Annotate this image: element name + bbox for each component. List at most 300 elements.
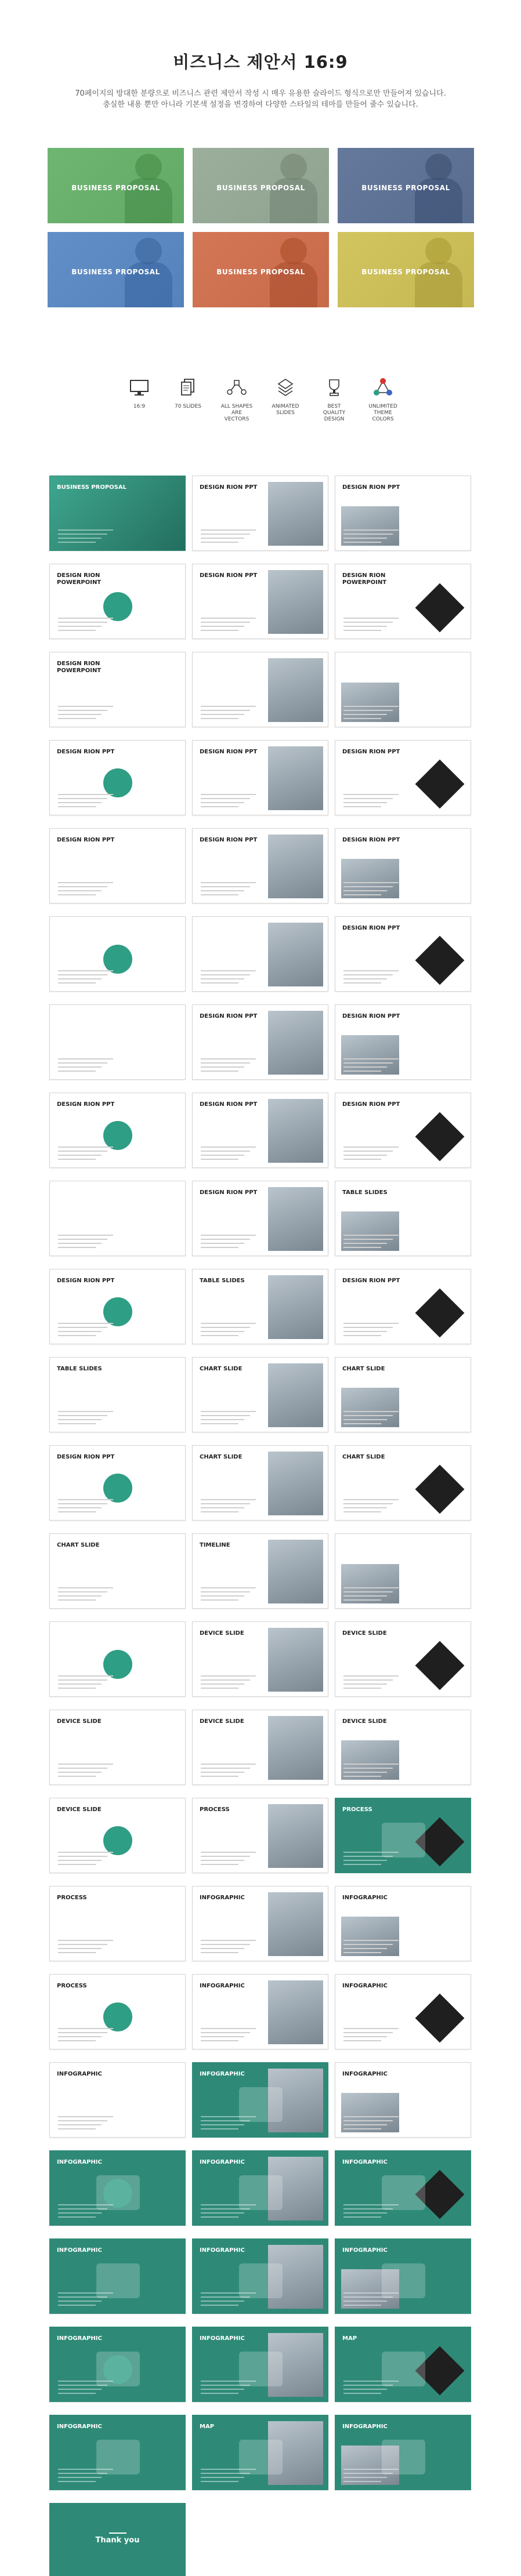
slide-photo bbox=[341, 1388, 399, 1427]
text-line bbox=[201, 1411, 256, 1412]
text-line bbox=[201, 1247, 238, 1248]
text-line bbox=[201, 1146, 256, 1148]
text-line bbox=[201, 622, 250, 623]
text-line bbox=[58, 1071, 96, 1072]
text-line bbox=[343, 794, 399, 795]
slide-title: DEVICE SLIDE bbox=[200, 1630, 244, 1637]
variant-label: BUSINESS PROPOSAL bbox=[71, 268, 160, 276]
slide-thumbnail bbox=[335, 1004, 471, 1080]
text-line bbox=[58, 1155, 102, 1156]
text-line bbox=[201, 1058, 256, 1060]
text-line bbox=[58, 618, 113, 619]
text-line bbox=[343, 886, 393, 887]
slide-photo bbox=[268, 1011, 323, 1075]
accent-shape bbox=[415, 936, 465, 985]
text-line bbox=[201, 2292, 256, 2294]
text-line bbox=[343, 890, 387, 891]
text-line bbox=[58, 1423, 96, 1424]
slide-title: INFOGRAPHIC bbox=[57, 2247, 102, 2254]
text-line bbox=[58, 626, 102, 627]
text-line bbox=[201, 1335, 238, 1336]
text-line bbox=[201, 2216, 238, 2218]
slide-title: CHART SLIDE bbox=[342, 1454, 385, 1460]
slide-thumbnail bbox=[335, 916, 471, 992]
text-line bbox=[201, 982, 238, 984]
slide-title: INFOGRAPHIC bbox=[342, 2071, 388, 2077]
slide-title: DESIGN RION PPT bbox=[57, 1101, 115, 1108]
text-line bbox=[343, 806, 381, 807]
text-line bbox=[343, 1768, 393, 1769]
slide-thumbnail bbox=[335, 564, 471, 639]
text-line bbox=[58, 970, 113, 971]
text-line bbox=[343, 2393, 381, 2394]
text-line bbox=[58, 1860, 102, 1861]
text-line bbox=[58, 622, 107, 623]
feature-3 bbox=[268, 377, 303, 416]
slide-thumbnail bbox=[192, 2062, 328, 2138]
slide-title: DESIGN RION POWERPOINT bbox=[57, 572, 102, 586]
text-line bbox=[58, 714, 102, 715]
slide-thumbnail bbox=[49, 2415, 186, 2490]
text-line bbox=[201, 978, 244, 979]
slide-photo bbox=[268, 835, 323, 898]
text-line bbox=[58, 2036, 102, 2037]
text-line bbox=[343, 1419, 387, 1420]
slide-thumbnail bbox=[49, 2238, 186, 2314]
slide-thumbnail bbox=[192, 2238, 328, 2314]
text-line bbox=[58, 2208, 107, 2209]
palette-triangle-icon bbox=[372, 377, 393, 398]
text-line bbox=[58, 1058, 113, 1060]
slide-thumbnail bbox=[49, 1269, 186, 1344]
slide-photo bbox=[341, 2093, 399, 2132]
slide-title: DESIGN RION PPT bbox=[200, 1013, 258, 1019]
slide-thumbnail bbox=[335, 2062, 471, 2138]
text-line bbox=[201, 1235, 256, 1236]
text-line bbox=[343, 2120, 393, 2121]
text-line bbox=[343, 542, 381, 543]
text-line bbox=[343, 2389, 387, 2390]
slide-thumbnail bbox=[49, 1181, 186, 1256]
slide-thumbnail bbox=[192, 1004, 328, 1080]
text-line bbox=[201, 1503, 250, 1504]
slide-title: TABLE SLIDES bbox=[200, 1278, 245, 1284]
text-line bbox=[201, 1587, 256, 1588]
text-line bbox=[58, 894, 96, 895]
slide-thumbnail bbox=[192, 1445, 328, 1521]
slide-title: CHART SLIDE bbox=[342, 1366, 385, 1372]
slide-thumbnail bbox=[335, 1621, 471, 1697]
slide-title: DESIGN RION PPT bbox=[342, 1101, 400, 1108]
text-line bbox=[343, 2381, 399, 2382]
text-line bbox=[343, 1066, 387, 1068]
slide-photo bbox=[268, 1540, 323, 1603]
slide-thumbnail bbox=[335, 476, 471, 551]
text-line bbox=[58, 1768, 107, 1769]
slide-title: CHART SLIDE bbox=[57, 1542, 100, 1548]
text-line bbox=[58, 1335, 96, 1336]
slide-title: INFOGRAPHIC bbox=[57, 2335, 102, 2342]
text-line bbox=[343, 1860, 387, 1861]
slide-thumbnail bbox=[192, 916, 328, 992]
text-line bbox=[343, 618, 399, 619]
text-line bbox=[58, 1595, 102, 1597]
slide-thumbnail bbox=[335, 1269, 471, 1344]
slide-photo bbox=[268, 1628, 323, 1692]
variant-thumbnail bbox=[48, 232, 184, 307]
text-line bbox=[201, 2305, 238, 2306]
slide-title: INFOGRAPHIC bbox=[57, 2159, 102, 2165]
text-line bbox=[201, 2389, 244, 2390]
text-line bbox=[201, 2208, 250, 2209]
text-line bbox=[58, 2473, 107, 2474]
slide-photo bbox=[268, 1804, 323, 1868]
text-line bbox=[343, 978, 387, 979]
slide-thumbnail bbox=[49, 476, 186, 551]
slide-title: DEVICE SLIDE bbox=[342, 1630, 387, 1637]
text-line bbox=[201, 2120, 250, 2121]
slide-thumbnail bbox=[335, 1093, 471, 1168]
slide-thumbnail bbox=[192, 2150, 328, 2226]
text-line bbox=[58, 1411, 113, 1412]
text-line bbox=[58, 1675, 113, 1677]
text-line bbox=[201, 1940, 256, 1941]
slide-photo bbox=[268, 1980, 323, 2044]
text-line bbox=[58, 1772, 102, 1773]
text-line bbox=[343, 1948, 387, 1949]
text-line bbox=[58, 982, 96, 984]
slide-title: MAP bbox=[342, 2335, 357, 2342]
variant-label: BUSINESS PROPOSAL bbox=[361, 184, 450, 192]
slide-photo bbox=[341, 1564, 399, 1603]
text-line bbox=[58, 630, 96, 631]
text-line bbox=[343, 1239, 393, 1240]
text-line bbox=[201, 2296, 250, 2298]
text-line bbox=[58, 890, 102, 891]
text-line bbox=[343, 718, 381, 719]
feature-1 bbox=[171, 377, 205, 410]
slide-thumbnail bbox=[192, 652, 328, 727]
text-line bbox=[58, 529, 113, 531]
slide-title: DESIGN RION PPT bbox=[342, 925, 400, 931]
text-line bbox=[201, 974, 250, 975]
text-line bbox=[201, 2473, 250, 2474]
text-line bbox=[58, 1419, 102, 1420]
slide-thumbnail bbox=[192, 1886, 328, 1961]
slide-title: INFOGRAPHIC bbox=[57, 2071, 102, 2077]
text-line bbox=[343, 1071, 381, 1072]
feature-label: 16:9 bbox=[133, 404, 146, 409]
slide-title: INFOGRAPHIC bbox=[342, 2423, 388, 2430]
text-line bbox=[201, 798, 250, 799]
text-line bbox=[58, 794, 113, 795]
feature-label: BEST QUALITY DESIGN bbox=[323, 404, 346, 422]
slide-photo bbox=[268, 1363, 323, 1427]
text-line bbox=[343, 2040, 381, 2041]
slide-thumbnail bbox=[49, 740, 186, 815]
text-line bbox=[201, 1415, 250, 1416]
slide-thumbnail bbox=[49, 1621, 186, 1697]
text-line bbox=[58, 1331, 102, 1332]
text-line bbox=[58, 2292, 113, 2294]
text-line bbox=[201, 710, 250, 711]
text-line bbox=[343, 1595, 387, 1597]
text-line bbox=[343, 2385, 393, 2386]
slide-photo bbox=[341, 683, 399, 722]
slide-thumbnail bbox=[335, 1710, 471, 1785]
slide-thumbnail bbox=[49, 1533, 186, 1609]
slide-thumbnail bbox=[192, 476, 328, 551]
slide-thumbnail bbox=[192, 1269, 328, 1344]
text-line bbox=[201, 882, 256, 883]
accent-shape bbox=[103, 1650, 132, 1679]
slide-photo bbox=[341, 1917, 399, 1956]
text-line bbox=[343, 1331, 387, 1332]
slide-thumbnail bbox=[49, 1004, 186, 1080]
text-line bbox=[343, 534, 393, 535]
slide-thumbnail bbox=[49, 2327, 186, 2402]
slide-title: INFOGRAPHIC bbox=[200, 2335, 245, 2342]
text-line bbox=[343, 1327, 393, 1328]
slide-title: TABLE SLIDES bbox=[342, 1189, 388, 1196]
text-line bbox=[201, 970, 256, 971]
text-line bbox=[343, 1856, 393, 1857]
feature-label: ANIMATED SLIDES bbox=[272, 404, 299, 416]
text-line bbox=[343, 1411, 399, 1412]
text-line bbox=[201, 1323, 256, 1324]
text-line bbox=[58, 542, 96, 543]
text-line bbox=[58, 1235, 113, 1236]
text-line bbox=[58, 1511, 96, 1512]
text-line bbox=[58, 1679, 107, 1681]
text-line bbox=[343, 1679, 393, 1681]
text-line bbox=[58, 882, 113, 883]
text-line bbox=[201, 630, 238, 631]
text-line bbox=[58, 2040, 96, 2041]
slide-photo bbox=[268, 1892, 323, 1956]
slide-photo bbox=[341, 1740, 399, 1780]
text-line bbox=[201, 1772, 244, 1773]
text-line bbox=[201, 706, 256, 707]
text-line bbox=[343, 622, 393, 623]
text-line bbox=[343, 802, 387, 803]
text-line bbox=[58, 1587, 113, 1588]
feature-4 bbox=[317, 377, 352, 423]
slide-thumbnail bbox=[49, 1798, 186, 1873]
slide-thumbnail bbox=[49, 916, 186, 992]
text-line bbox=[201, 1239, 250, 1240]
text-line bbox=[201, 534, 250, 535]
variant-label: BUSINESS PROPOSAL bbox=[216, 268, 305, 276]
description-line-2: 충실한 내용 뿐만 아니라 기본색 설정을 변경하여 다양한 스타일의 테마를 만들어 줄수 있습니다. bbox=[103, 100, 418, 109]
text-line bbox=[343, 2204, 399, 2205]
variant-label: BUSINESS PROPOSAL bbox=[361, 268, 450, 276]
slide-title: DESIGN RION PPT bbox=[342, 749, 400, 755]
text-line bbox=[201, 2469, 256, 2470]
text-line bbox=[343, 1772, 387, 1773]
text-line bbox=[58, 2128, 96, 2129]
text-line bbox=[58, 1776, 96, 1777]
feature-0 bbox=[122, 377, 157, 410]
text-line bbox=[58, 2216, 96, 2218]
slide-title: TABLE SLIDES bbox=[57, 1366, 102, 1372]
slide-title: DEVICE SLIDE bbox=[57, 1718, 102, 1725]
text-line bbox=[58, 974, 107, 975]
slide-title: DESIGN RION PPT bbox=[200, 572, 258, 579]
slide-title: INFOGRAPHIC bbox=[342, 2247, 388, 2254]
slide-thumbnail bbox=[49, 564, 186, 639]
accent-shape bbox=[103, 1826, 132, 1855]
text-line bbox=[58, 2116, 113, 2117]
monitor-icon bbox=[129, 377, 150, 398]
slide-thumbnail bbox=[192, 1710, 328, 1785]
text-line bbox=[201, 2477, 244, 2478]
text-line bbox=[201, 1684, 244, 1685]
text-line bbox=[58, 2305, 96, 2306]
accent-shape bbox=[415, 760, 465, 809]
feature-label: 70 SLIDES bbox=[174, 404, 202, 409]
slide-title: INFOGRAPHIC bbox=[57, 2423, 102, 2430]
slide-title: MAP bbox=[200, 2423, 215, 2430]
slide-title: INFOGRAPHIC bbox=[342, 1983, 388, 1989]
text-line bbox=[201, 1952, 238, 1953]
slide-title: DESIGN RION PPT bbox=[342, 484, 400, 491]
slide-title: DESIGN RION PPT bbox=[342, 1278, 400, 1284]
slide-photo bbox=[268, 482, 323, 546]
description-line-1: 70페이지의 방대한 분량으로 비즈니스 관련 제안서 작성 시 매우 유용한 슬라이드 형식으로만 만들어져 있습니다. bbox=[75, 89, 446, 98]
slide-thumbnail bbox=[192, 1798, 328, 1873]
text-line bbox=[58, 2393, 96, 2394]
slide-title: BUSINESS PROPOSAL bbox=[57, 484, 126, 491]
text-line bbox=[58, 1507, 102, 1508]
text-line bbox=[343, 2116, 399, 2117]
text-line bbox=[58, 2469, 113, 2470]
slide-thumbnail bbox=[335, 2238, 471, 2314]
slide-photo bbox=[341, 506, 399, 546]
text-line bbox=[201, 1155, 244, 1156]
text-line bbox=[201, 1948, 244, 1949]
thank-you-label: Thank you bbox=[95, 2536, 140, 2545]
text-line bbox=[58, 2212, 102, 2214]
text-line bbox=[58, 798, 107, 799]
text-line bbox=[58, 978, 102, 979]
text-line bbox=[343, 1323, 399, 1324]
text-line bbox=[343, 2036, 387, 2037]
accent-shape bbox=[103, 2002, 132, 2031]
text-line bbox=[201, 1511, 238, 1512]
text-line bbox=[201, 2481, 238, 2482]
text-line bbox=[201, 1591, 250, 1592]
text-line bbox=[58, 1684, 102, 1685]
vector-nodes-icon bbox=[226, 377, 247, 398]
text-line bbox=[58, 1599, 96, 1601]
slide-thumbnail bbox=[192, 1533, 328, 1609]
text-line bbox=[343, 706, 399, 707]
text-line bbox=[343, 2292, 399, 2294]
text-line bbox=[343, 1587, 399, 1588]
text-line bbox=[343, 894, 381, 895]
text-line bbox=[343, 1944, 393, 1945]
text-line bbox=[58, 1159, 96, 1160]
slide-photo bbox=[341, 1035, 399, 1075]
text-line bbox=[343, 2124, 387, 2125]
slide-thumbnail bbox=[335, 2415, 471, 2490]
slide-thumbnail bbox=[49, 1357, 186, 1432]
text-line bbox=[201, 1327, 250, 1328]
text-line bbox=[343, 1864, 381, 1865]
slide-photo bbox=[268, 658, 323, 722]
slide-thumbnail bbox=[192, 1621, 328, 1697]
text-line bbox=[58, 1327, 107, 1328]
text-line bbox=[201, 802, 244, 803]
text-line bbox=[343, 1852, 399, 1853]
accent-shape bbox=[415, 1112, 465, 1162]
slide-thumbnail bbox=[335, 1974, 471, 2049]
slide-title: DESIGN RION POWERPOINT bbox=[342, 572, 387, 586]
text-line bbox=[201, 1679, 250, 1681]
slide-title: DESIGN RION PPT bbox=[342, 1013, 400, 1019]
text-line bbox=[201, 2128, 238, 2129]
slide-photo bbox=[268, 746, 323, 810]
text-line bbox=[343, 1503, 393, 1504]
text-line bbox=[343, 1952, 381, 1953]
slide-photo bbox=[268, 1452, 323, 1515]
text-line bbox=[58, 806, 96, 807]
text-line bbox=[201, 1151, 250, 1152]
text-line bbox=[58, 2301, 102, 2302]
text-line bbox=[201, 1331, 244, 1332]
text-line bbox=[201, 1423, 238, 1424]
text-line bbox=[201, 538, 244, 539]
slide-title: DESIGN RION PPT bbox=[57, 1278, 115, 1284]
slide-thumbnail bbox=[192, 1181, 328, 1256]
slide-title: DEVICE SLIDE bbox=[200, 1718, 244, 1725]
text-line bbox=[58, 534, 107, 535]
text-line bbox=[201, 1507, 244, 1508]
page-title: 비즈니스 제안서 16:9 bbox=[173, 52, 348, 72]
text-line bbox=[343, 974, 393, 975]
text-line bbox=[343, 626, 387, 627]
text-line bbox=[343, 1243, 387, 1244]
text-line bbox=[58, 1864, 96, 1865]
slide-title: INFOGRAPHIC bbox=[200, 1983, 245, 1989]
text-line bbox=[343, 1062, 393, 1064]
text-line bbox=[201, 2124, 244, 2125]
text-line bbox=[201, 714, 244, 715]
accent-shape bbox=[415, 1994, 465, 2043]
slide-thumbnail bbox=[49, 2150, 186, 2226]
slide-title: DESIGN RION POWERPOINT bbox=[57, 661, 102, 674]
text-line bbox=[343, 1247, 381, 1248]
text-line bbox=[201, 1856, 250, 1857]
accent-shape bbox=[415, 1465, 465, 1514]
accent-shape bbox=[415, 1289, 465, 1338]
text-line bbox=[201, 1419, 244, 1420]
text-line bbox=[343, 798, 393, 799]
text-line bbox=[58, 1764, 113, 1765]
feature-label: UNLIMITED THEME COLORS bbox=[368, 404, 397, 422]
slide-thumbnail bbox=[335, 1533, 471, 1609]
text-line bbox=[58, 2477, 102, 2478]
slide-title: DEVICE SLIDE bbox=[57, 1806, 102, 1813]
accent-shape bbox=[103, 1297, 132, 1326]
slide-photo bbox=[341, 859, 399, 898]
slide-title: DEVICE SLIDE bbox=[342, 1718, 387, 1725]
text-line bbox=[201, 1852, 256, 1853]
text-line bbox=[343, 1684, 387, 1685]
text-line bbox=[58, 1940, 113, 1941]
slide-title: INFOGRAPHIC bbox=[342, 2159, 388, 2165]
